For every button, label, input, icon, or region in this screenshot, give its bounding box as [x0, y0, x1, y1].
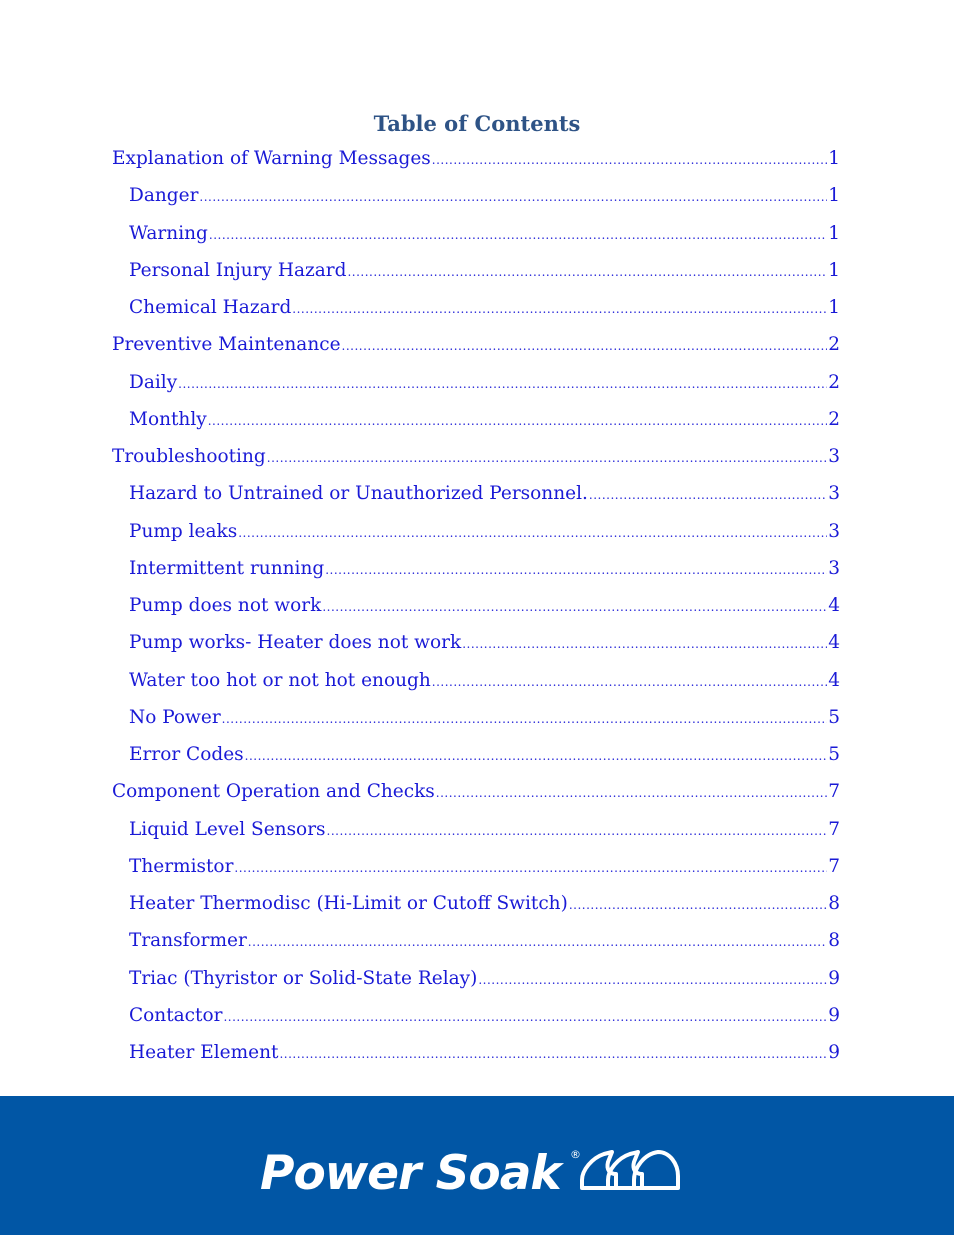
- toc-entry[interactable]: [112, 401, 840, 438]
- toc-entry[interactable]: [112, 848, 840, 885]
- toc-page-number: 8: [828, 893, 840, 914]
- toc-entry[interactable]: [112, 550, 840, 587]
- toc-entry-label: Thermistor: [129, 855, 234, 877]
- toc-entry-label: Personal Injury Hazard: [129, 259, 347, 281]
- toc-entry[interactable]: [112, 587, 840, 624]
- toc-entry-label: Chemical Hazard: [129, 297, 292, 318]
- toc-page-number: 7: [828, 781, 840, 803]
- toc-page-number: 3: [828, 557, 840, 579]
- toc-dot-leader: [267, 440, 827, 475]
- toc-entry[interactable]: [112, 960, 840, 997]
- toc-entry[interactable]: [112, 140, 840, 177]
- toc-entry-label: Heater Element: [129, 1042, 279, 1063]
- toc-entry[interactable]: [112, 699, 840, 736]
- toc-page-number: 1: [828, 297, 840, 318]
- toc-entry-label: Intermittent running: [129, 557, 325, 579]
- toc-page-number: 1: [828, 148, 840, 169]
- toc-entry[interactable]: [112, 997, 840, 1034]
- toc-entry-label: Component Operation and Checks: [112, 781, 435, 803]
- toc-page-number: 4: [828, 669, 840, 691]
- toc-dot-leader: [342, 328, 828, 363]
- toc-page-number: 1: [828, 222, 840, 244]
- toc-entry[interactable]: [112, 252, 840, 289]
- toc-dot-leader: [223, 999, 827, 1034]
- toc-entry[interactable]: [112, 922, 840, 959]
- toc-page-number: 4: [828, 595, 840, 616]
- toc-entry[interactable]: [112, 736, 840, 773]
- toc-entry-label: Water too hot or not hot enough: [129, 669, 431, 691]
- toc-entry-label: Pump leaks: [129, 520, 238, 542]
- toc-entry[interactable]: [112, 811, 840, 848]
- logo-text: Power Soak: [260, 1146, 561, 1196]
- toc-dot-leader: [199, 179, 827, 214]
- toc-dot-leader: [462, 626, 827, 661]
- toc-dot-leader: [325, 552, 827, 587]
- toc-entry-label: Preventive Maintenance: [112, 334, 341, 356]
- toc-page-number: 9: [828, 1042, 840, 1063]
- toc-entry-label: Liquid Level Sensors: [129, 818, 326, 840]
- toc-page-number: 1: [828, 259, 840, 281]
- toc-dot-leader: [292, 291, 827, 326]
- toc-dot-leader: [238, 515, 827, 550]
- toc-entry-label: Triac (Thyristor or Solid-State Relay): [129, 967, 478, 989]
- toc-entry[interactable]: [112, 773, 840, 810]
- toc-page-number: 4: [828, 632, 840, 654]
- toc-dot-leader: [322, 589, 827, 624]
- toc-entry-label: Daily: [129, 371, 178, 393]
- toc-entry-label: Troubleshooting: [112, 446, 266, 467]
- toc-dot-leader: [436, 775, 827, 810]
- toc-entry[interactable]: [112, 326, 840, 363]
- toc-dot-leader: [222, 701, 828, 736]
- wave-icon: [582, 1152, 678, 1188]
- toc-entry-label: Error Codes: [129, 744, 244, 765]
- toc-entry[interactable]: [112, 289, 840, 326]
- toc-entry-label: Warning: [129, 222, 208, 244]
- toc-page-number: 5: [828, 706, 840, 728]
- toc-page-number: 3: [828, 446, 840, 467]
- toc-dot-leader: [569, 887, 827, 922]
- toc-entry[interactable]: [112, 364, 840, 401]
- toc-entry-label: Danger: [129, 185, 199, 207]
- toc-dot-leader: [347, 254, 827, 289]
- toc-dot-leader: [208, 403, 828, 438]
- toc-entry[interactable]: [112, 438, 840, 475]
- toc-dot-leader: [432, 142, 827, 177]
- toc-entry-label: Hazard to Untrained or Unauthorized Personnel.: [129, 483, 588, 505]
- toc-dot-leader: [327, 813, 828, 848]
- toc-page-number: 8: [828, 930, 840, 952]
- toc-page-number: 7: [828, 855, 840, 877]
- toc-entry[interactable]: [112, 1034, 840, 1071]
- toc-page-number: 9: [828, 1004, 840, 1026]
- toc-entry-label: Contactor: [129, 1004, 223, 1026]
- toc-page-number: 2: [828, 371, 840, 393]
- toc-dot-leader: [248, 924, 827, 959]
- table-of-contents: [112, 140, 840, 1071]
- toc-entry[interactable]: [112, 177, 840, 214]
- toc-entry[interactable]: [112, 215, 840, 252]
- toc-entry[interactable]: [112, 885, 840, 922]
- toc-entry-label: No Power: [129, 706, 221, 728]
- toc-page-number: 1: [828, 185, 840, 207]
- toc-page-number: 9: [828, 967, 840, 989]
- toc-dot-leader: [245, 738, 828, 773]
- toc-dot-leader: [432, 664, 827, 699]
- toc-page-number: 7: [828, 818, 840, 840]
- toc-entry[interactable]: [112, 662, 840, 699]
- toc-dot-leader: [279, 1036, 827, 1071]
- toc-page-number: 2: [828, 334, 840, 356]
- toc-entry-label: Explanation of Warning Messages: [112, 148, 431, 169]
- toc-dot-leader: [589, 477, 827, 512]
- toc-page-number: 5: [828, 744, 840, 765]
- toc-entry[interactable]: [112, 513, 840, 550]
- toc-entry-label: Pump works- Heater does not work: [129, 632, 462, 654]
- toc-dot-leader: [234, 850, 827, 885]
- toc-entry-label: Heater Thermodisc (Hi-Limit or Cutoff Switch): [129, 893, 568, 914]
- toc-dot-leader: [209, 217, 827, 252]
- toc-page-number: 3: [828, 483, 840, 505]
- toc-page-number: 3: [828, 520, 840, 542]
- toc-page-number: 2: [828, 408, 840, 430]
- logo-registered-mark: ®: [570, 1148, 581, 1161]
- toc-entry-label: Monthly: [129, 408, 207, 430]
- power-soak-logo: [260, 1140, 690, 1196]
- page-title: Table of Contents: [373, 111, 581, 136]
- toc-entry[interactable]: [112, 475, 840, 512]
- toc-entry-label: Transformer: [129, 930, 247, 952]
- toc-dot-leader: [478, 962, 827, 997]
- toc-entry-label: Pump does not work: [129, 595, 322, 616]
- toc-dot-leader: [178, 366, 827, 401]
- toc-entry[interactable]: [112, 624, 840, 661]
